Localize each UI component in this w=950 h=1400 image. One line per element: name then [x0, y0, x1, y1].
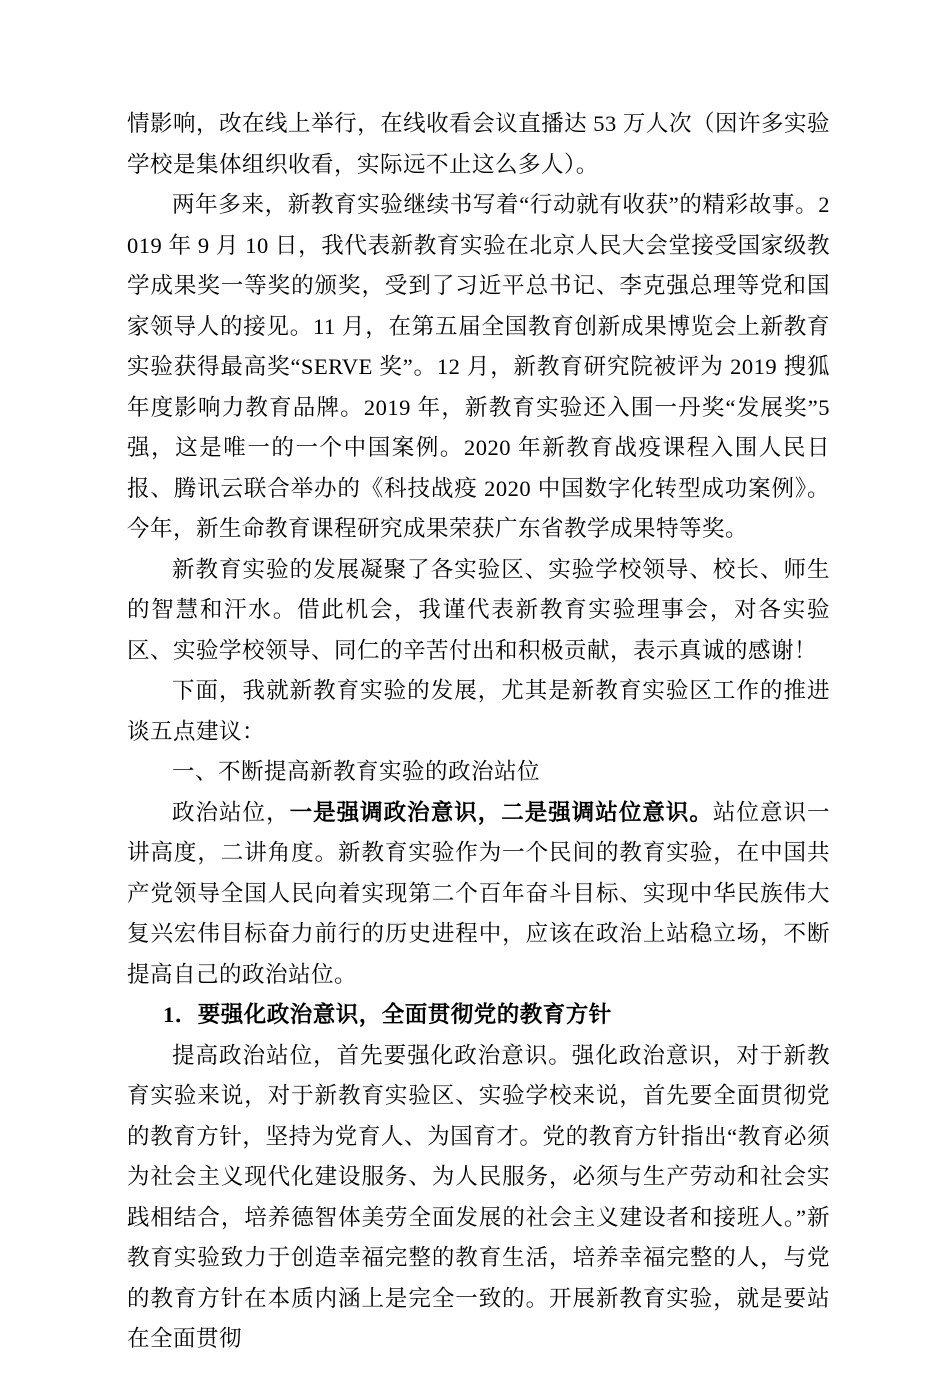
section-heading	[127, 995, 830, 1036]
text-segment: 一是强调政治意识，二是强调站位意识。	[289, 799, 713, 825]
paragraph	[127, 550, 830, 672]
paragraph	[127, 793, 830, 996]
text-segment: 1．要强化政治意识，全面贯彻党的教育方针	[163, 1002, 612, 1027]
text-segment: 站位意识一讲高度，二讲角度。新教育实验作为一个民间的教育实验，在中国共产党领导全国人民向着实现第二个百年奋斗目标、实现中华民族伟大复兴宏伟目标奋力前行的历史进程中，应该在政治上站稳立场，不断提高自己的政治站位。	[127, 799, 830, 987]
document-body	[127, 104, 830, 1360]
text-segment: 两年多来，新教育实验继续书写着“行动就有收获”的精彩故事。2019 年 9 月 10 日，我代表新教育实验在北京人民大会堂接受国家级教学成果奖一等奖的颁奖，受到了习近平总书记、李克强总理等党和国家领导人的接见。11 月，在第五届全国教育创新成果博览会上新教育实验获得最高奖“SERVE 奖”。12 月，新教育研究院被评为 2019 搜狐年度影响力教育品牌。2019 年，新教育实验还入围一丹奖“发展奖”5 强，这是唯一的一个中国案例。2020 年新教育战疫课程入围人民日报、腾讯云联合举办的《科技战疫 2020 中国数字化转型成功案例》。今年，新生命教育课程研究成果荣获广东省教学成果特等奖。	[127, 192, 830, 541]
paragraph	[127, 104, 830, 185]
paragraph	[127, 185, 830, 550]
text-segment: 情影响，改在线上举行，在线收看会议直播达 53 万人次（因许多实验学校是集体组织收看，实际远不止这么多人）。	[127, 111, 830, 177]
paragraph	[127, 671, 830, 752]
text-segment: 政治站位，	[172, 799, 290, 825]
text-segment: 新教育实验的发展凝聚了各实验区、实验学校领导、校长、师生的智慧和汗水。借此机会，我谨代表新教育实验理事会，对各实验区、实验学校领导、同仁的辛苦付出和积极贡献，表示真诚的感谢！	[127, 556, 830, 663]
text-segment: 提高政治站位，首先要强化政治意识。强化政治意识，对于新教育实验来说，对于新教育实验区、实验学校来说，首先要全面贯彻党的教育方针，坚持为党育人、为国育才。党的教育方针指出“教育必须为社会主义现代化建设服务、为人民服务，必须与生产劳动和社会实践相结合，培养德智体美劳全面发展的社会主义建设者和接班人。”新教育实验致力于创造幸福完整的教育生活，培养幸福完整的人，与党的教育方针在本质内涵上是完全一致的。开展新教育实验，就是要站在全面贯彻	[127, 1042, 830, 1351]
paragraph	[127, 752, 830, 793]
paragraph	[127, 1036, 830, 1360]
text-segment: 下面，我就新教育实验的发展，尤其是新教育实验区工作的推进谈五点建议：	[127, 678, 830, 744]
text-segment: 一、不断提高新教育实验的政治站位	[172, 759, 541, 784]
